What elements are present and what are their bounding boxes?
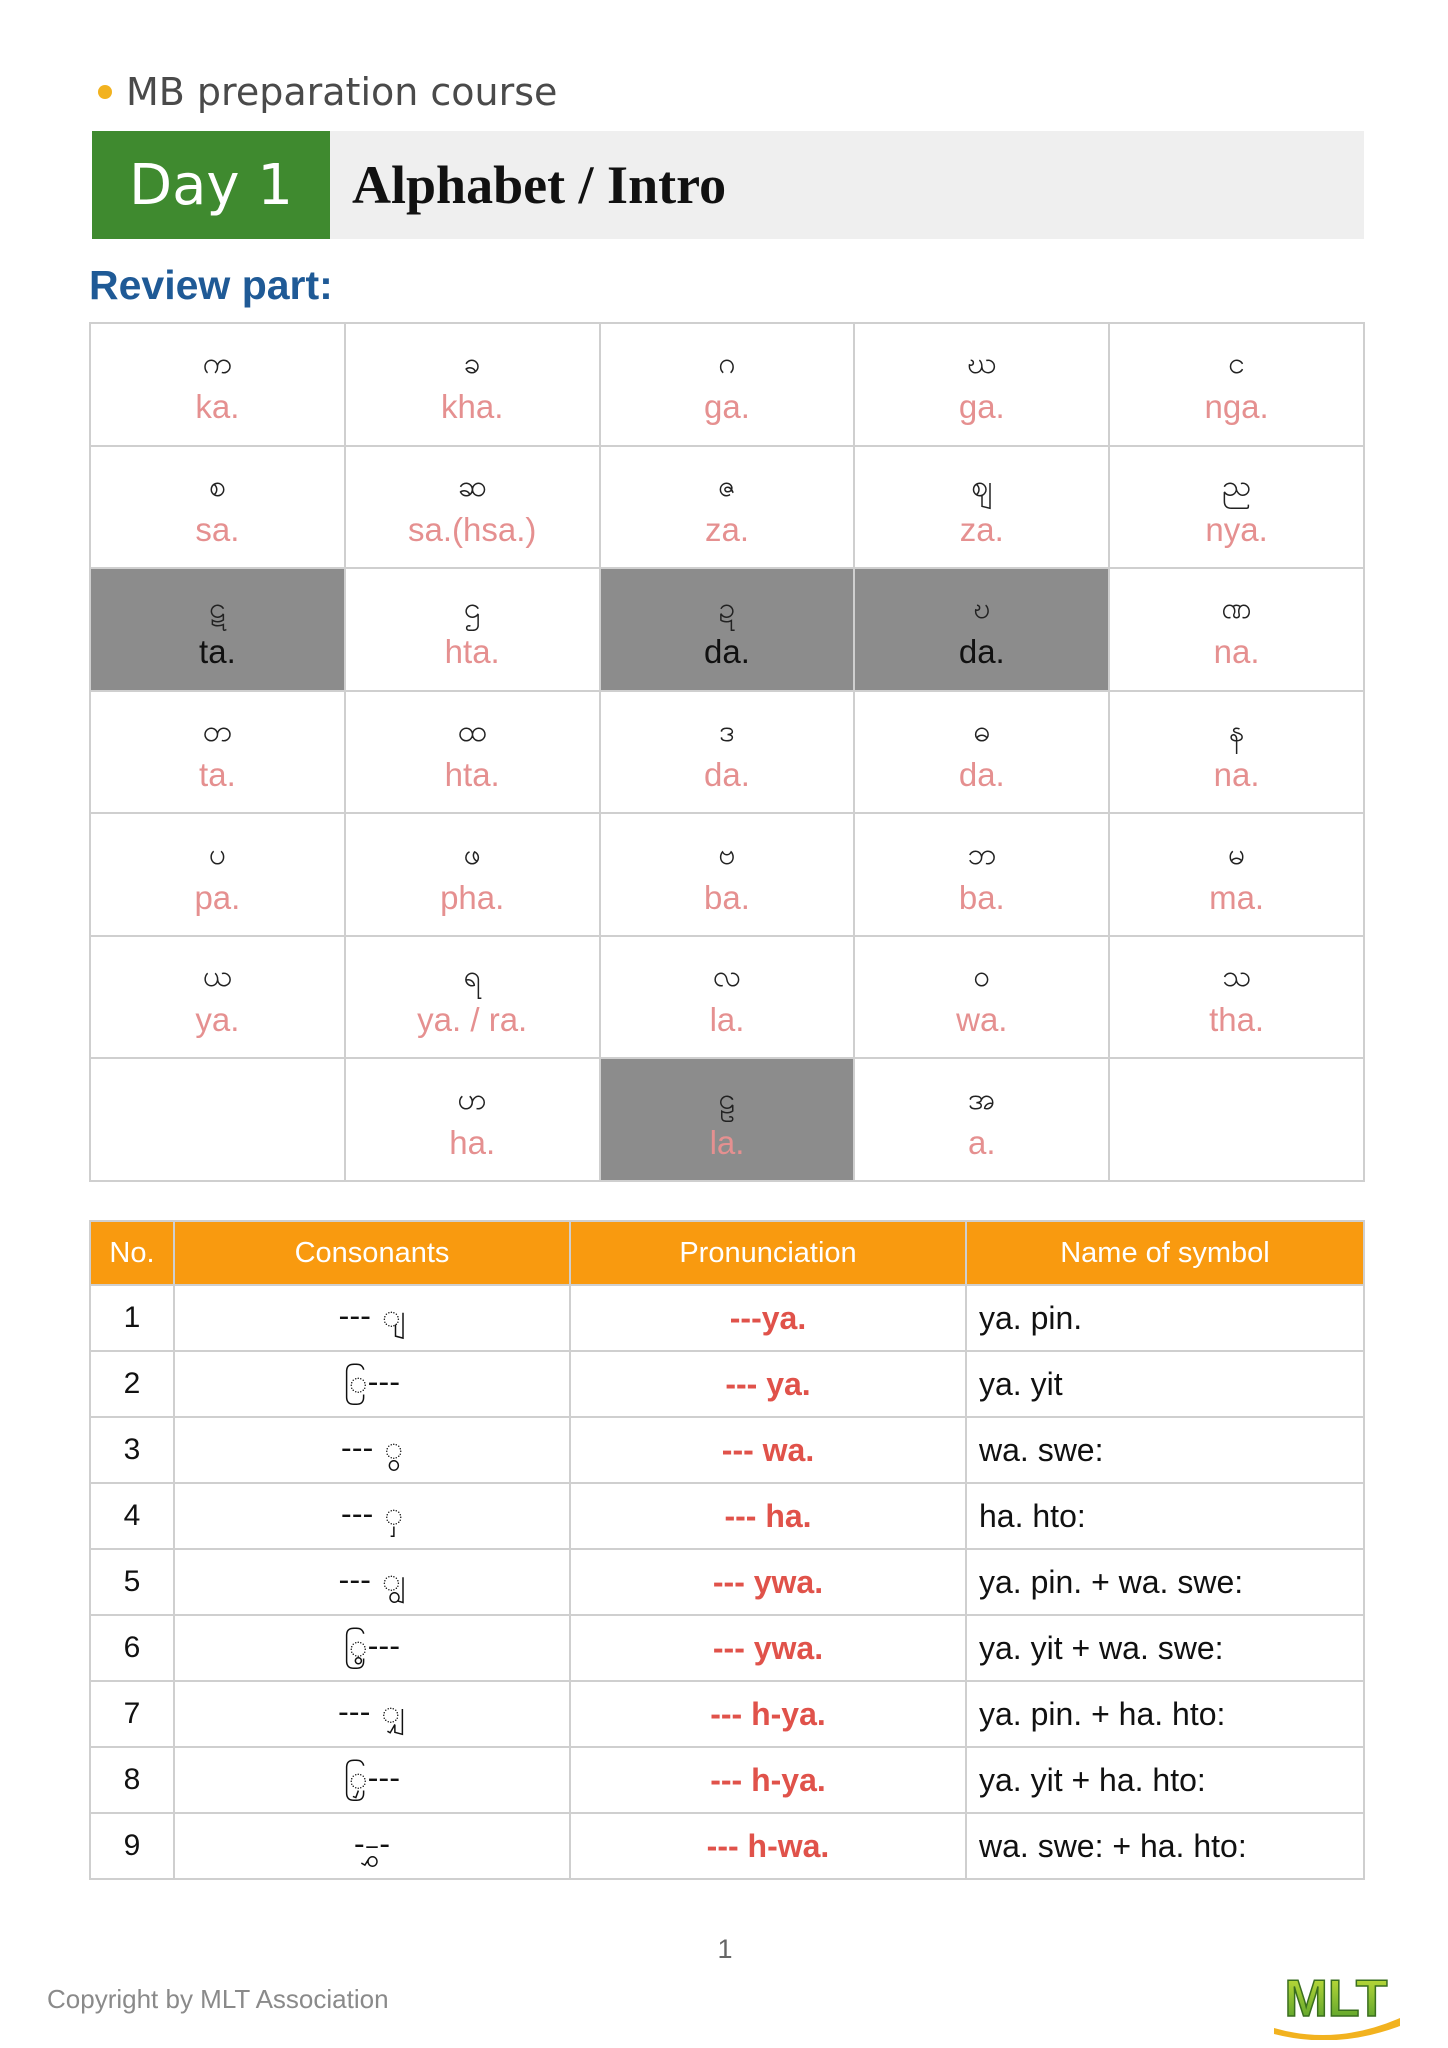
alphabet-cell [1109,568,1364,691]
romanization: a. [968,1123,996,1161]
romanization: ma. [1209,878,1265,916]
row-number: 6 [90,1615,174,1681]
romanization: da. [704,755,750,793]
myanmar-letter: ရ [463,959,481,995]
review-heading: Review part: [89,262,333,308]
alphabet-row [90,568,1364,691]
consonant-symbol: --- ျွ [174,1549,570,1615]
bullet-dot-icon [98,85,112,99]
alphabet-cell [600,813,855,936]
row-number: 2 [90,1351,174,1417]
course-name: MB preparation course [126,70,558,114]
alphabet-cell [854,691,1109,814]
consonant-symbol: ြွ--- [174,1615,570,1681]
table-row [90,1813,1364,1879]
consonant-symbol: --- ျ [174,1285,570,1351]
alphabet-cell [1109,936,1364,1059]
romanization: pha. [440,878,505,916]
romanization: za. [704,510,749,548]
romanization: hta. [444,755,500,793]
alphabet-cell [854,813,1109,936]
myanmar-letter: ဌ [463,591,481,627]
pronunciation: --- ha. [570,1483,966,1549]
pronunciation: --- ywa. [570,1615,966,1681]
alphabet-cell [90,936,345,1059]
romanization: ba. [704,878,750,916]
myanmar-letter: က [202,346,233,382]
table-row [90,1747,1364,1813]
romanization: sa.(hsa.) [408,510,537,548]
alphabet-row [90,1058,1364,1181]
myanmar-letter: ဂ [718,346,736,382]
myanmar-letter: ဍ [718,591,736,627]
romanization: nga. [1204,388,1269,426]
symbol-name: ya. pin. [966,1285,1364,1351]
consonants-table [89,1220,1365,1880]
consonant-symbol: --- ျှ [174,1681,570,1747]
row-number: 7 [90,1681,174,1747]
romanization: ga. [958,388,1005,426]
myanmar-letter: ယ [202,959,232,995]
alphabet-cell [345,446,600,569]
symbol-name: ya. yit + ha. hto: [966,1747,1364,1813]
myanmar-letter: ဝ [973,959,991,995]
myanmar-letter: န [1228,713,1245,749]
table-row [90,1549,1364,1615]
table-row [90,1417,1364,1483]
alphabet-row [90,323,1364,446]
alphabet-cell [90,691,345,814]
lesson-banner [92,131,1364,239]
alphabet-cell [600,691,855,814]
consonant-symbol: --- ွ [174,1417,570,1483]
alphabet-cell [854,936,1109,1059]
myanmar-letter: တ [202,713,232,749]
myanmar-letter: ဆ [457,468,487,504]
romanization: da. [958,633,1005,671]
romanization: za. [959,510,1004,548]
alphabet-cell [345,1058,600,1181]
alphabet-cell [90,813,345,936]
alphabet-row [90,691,1364,814]
romanization: na. [1213,755,1260,793]
myanmar-letter: ဒ [719,713,735,749]
alphabet-cell [345,323,600,446]
myanmar-letter: ဖ [463,836,481,872]
romanization: ga. [704,388,750,426]
romanization: da. [958,755,1005,793]
myanmar-letter: ဘ [967,836,997,872]
romanization: pa. [194,878,241,916]
alphabet-cell [1109,323,1364,446]
pronunciation: --- ywa. [570,1549,966,1615]
alphabet-table [89,322,1365,1182]
myanmar-letter: ဠ [718,1081,736,1117]
myanmar-letter: အ [968,1081,996,1117]
alphabet-cell [600,323,855,446]
alphabet-cell [90,1058,345,1181]
alphabet-cell [90,568,345,691]
day-badge: Day 1 [92,131,330,239]
myanmar-letter: သ [1222,959,1252,995]
myanmar-letter [1110,1097,1363,1143]
alphabet-cell [854,446,1109,569]
myanmar-letter: င [1228,346,1245,382]
symbol-name: ya. yit [966,1351,1364,1417]
pronunciation: --- h-ya. [570,1747,966,1813]
romanization: da. [704,633,750,671]
alphabet-cell [345,691,600,814]
romanization: la. [709,1123,745,1161]
header-name-of-symbol: Name of symbol [966,1221,1364,1285]
myanmar-letter: ပ [208,836,226,872]
page-number: 1 [717,1934,733,1964]
romanization: nya. [1205,510,1268,548]
alphabet-cell [1109,691,1364,814]
pronunciation: --- ya. [570,1351,966,1417]
symbol-name: wa. swe: [966,1417,1364,1483]
romanization: ka. [195,388,240,426]
romanization: wa. [956,1001,1008,1039]
svg-text:MLT: MLT [1284,1970,1388,2028]
alphabet-row [90,813,1364,936]
romanization: ta. [199,755,236,793]
alphabet-cell [854,568,1109,691]
myanmar-letter: စ [208,468,226,504]
romanization: kha. [441,388,504,426]
alphabet-cell [1109,813,1364,936]
romanization: ha. [449,1123,496,1161]
symbol-name: ya. pin. + wa. swe: [966,1549,1364,1615]
row-number: 5 [90,1549,174,1615]
myanmar-letter: ည [1222,468,1252,504]
symbol-name: ha. hto: [966,1483,1364,1549]
row-number: 3 [90,1417,174,1483]
myanmar-letter: ဟ [457,1081,487,1117]
consonant-symbol: ြ--- [174,1351,570,1417]
alphabet-row [90,446,1364,569]
myanmar-letter: ဎ [973,591,991,627]
consonant-symbol: --ွှ- [174,1813,570,1879]
myanmar-letter: ထ [457,713,487,749]
consonant-symbol: --- ှ [174,1483,570,1549]
romanization: sa. [195,510,240,548]
row-number: 1 [90,1285,174,1351]
alphabet-cell [345,568,600,691]
consonant-symbol: ြှ--- [174,1747,570,1813]
course-label [98,70,557,114]
alphabet-cell [600,1058,855,1181]
myanmar-letter: ဋ [209,591,226,627]
romanization: tha. [1209,1001,1265,1039]
alphabet-row [90,936,1364,1059]
romanization: ya. [195,1001,240,1039]
myanmar-letter: မ [1228,836,1246,872]
romanization: ta. [199,633,236,671]
table-row [90,1285,1364,1351]
romanization: ya. / ra. [417,1001,528,1039]
lesson-title: Alphabet / Intro [352,155,727,215]
pronunciation: --- h-wa. [570,1813,966,1879]
header-pronunciation: Pronunciation [570,1221,966,1285]
copyright-text: Copyright by MLT Association [47,1984,389,2014]
romanization: na. [1213,633,1260,671]
table-row [90,1483,1364,1549]
myanmar-letter [91,1097,344,1143]
romanization: hta. [444,633,500,671]
alphabet-cell [600,568,855,691]
alphabet-cell [1109,446,1364,569]
table-row [90,1351,1364,1417]
row-number: 4 [90,1483,174,1549]
pronunciation: ---ya. [570,1285,966,1351]
consonants-header-row [90,1221,1364,1285]
alphabet-cell [600,446,855,569]
table-row [90,1615,1364,1681]
symbol-name: ya. pin. + ha. hto: [966,1681,1364,1747]
alphabet-cell [90,446,345,569]
alphabet-cell [854,1058,1109,1181]
table-row [90,1681,1364,1747]
alphabet-cell [600,936,855,1059]
header-no: No. [90,1221,174,1285]
alphabet-cell [1109,1058,1364,1181]
romanization: la. [709,1001,745,1039]
myanmar-letter: ဇ [718,468,736,504]
mlt-logo [1266,1958,1406,2040]
symbol-name: wa. swe: + ha. hto: [966,1813,1364,1879]
alphabet-cell [90,323,345,446]
row-number: 8 [90,1747,174,1813]
header-consonants: Consonants [174,1221,570,1285]
alphabet-cell [854,323,1109,446]
myanmar-letter: ဃ [967,346,997,382]
myanmar-letter: ဓ [973,713,991,749]
symbol-name: ya. yit + wa. swe: [966,1615,1364,1681]
alphabet-cell [345,813,600,936]
pronunciation: --- wa. [570,1417,966,1483]
row-number: 9 [90,1813,174,1879]
myanmar-letter: ဈ [971,468,993,504]
romanization: ba. [958,878,1005,916]
myanmar-letter: လ [712,959,742,995]
pronunciation: --- h-ya. [570,1681,966,1747]
myanmar-letter: ဗ [718,836,736,872]
myanmar-letter: ခ [463,346,481,382]
myanmar-letter: ဏ [1221,591,1252,627]
alphabet-cell [345,936,600,1059]
